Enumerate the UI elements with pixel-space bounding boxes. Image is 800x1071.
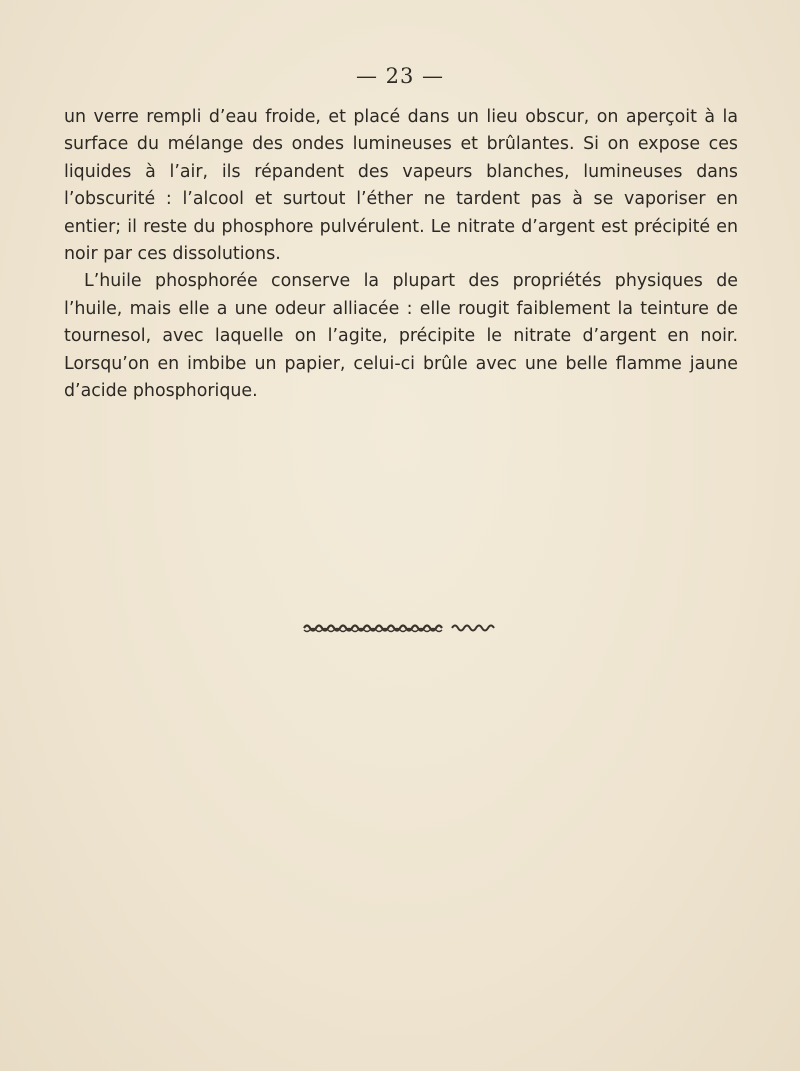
decorative-divider (302, 621, 500, 635)
page-number: — 23 — (355, 64, 445, 88)
paragraph-2: L’huile phosphorée conserve la plupart des propriétés physiques de l’huile, mais elle a une odeur alliacée : elle rougit faiblement la teinture de tournesol, avec laquelle on l’agite, précipite le nitrate d’argent en noir. Lorsqu’on en imbibe un papier, celui-ci brûle avec une belle flamme jaune d’acide phosphorique. (64, 271, 738, 402)
paragraph-1: un verre rempli d’eau froide, et placé dans un lieu obscur, on aperçoit à la surface du mélange des ondes lumineuses et brûlantes. Si on expose ces liquides à l’air, ils répandent des vapeurs blanches, lumineuses dans l’obscurité : l’alcool et surtout l’éther ne tardent pas à se vaporiser en entier; il reste du phosphore pulvérulent. Le nitrate d’argent est précipité en noir par ces dissolutions. (64, 107, 738, 265)
body-text (64, 104, 738, 405)
